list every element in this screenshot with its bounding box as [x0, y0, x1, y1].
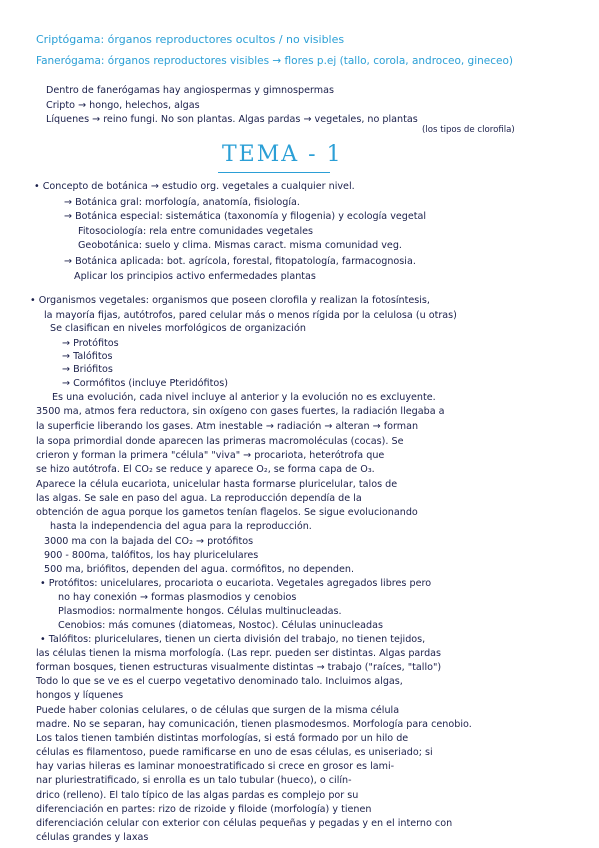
note-line: 500 ma, briófitos, dependen del agua. cormófitos, no dependen.	[44, 564, 355, 575]
criptogama-line	[36, 34, 344, 46]
note-line: → Briófitos	[62, 364, 113, 375]
note-line: la mayoría fijas, autótrofos, pared celular más o menos rígida por la celulosa (u otras)	[44, 310, 457, 321]
fanerogama-line	[36, 55, 513, 67]
page-title: TEMA - 1	[222, 142, 343, 167]
note-line: células grandes y laxas	[36, 832, 149, 843]
note-line: 900 - 800ma, talófitos, los hay pluricelulares	[44, 550, 259, 561]
criptogama-text: Criptógama: órganos reproductores ocultos / no visibles	[36, 33, 345, 46]
note-line: hasta la independencia del agua para la reproducción.	[50, 521, 312, 532]
fanerogama-text: Fanerógama: órganos reproductores visibles → flores p.ej (tallo, corola, androceo, gineceo)	[36, 55, 514, 67]
note-line: no hay conexión → formas plasmodios y cenobios	[58, 592, 297, 603]
note-line: la sopa primordial donde aparecen las primeras macromoléculas (cocas). Se	[36, 436, 404, 447]
note-line: Geobotánica: suelo y clima. Mismas caract. misma comunidad veg.	[78, 240, 402, 251]
note-line: Cenobios: más comunes (diatomeas, Nostoc). Células uninucleadas	[58, 620, 383, 631]
intro-line-4: (los tipos de clorofila)	[422, 125, 515, 135]
note-line: la superficie liberando los gases. Atm inestable → radiación → alteran → forman	[36, 421, 419, 432]
note-line: Es una evolución, cada nivel incluye al anterior y la evolución no es excluyente.	[52, 392, 436, 403]
note-line: madre. No se separan, hay comunicación, tienen plasmodesmos. Morfología para cenobio.	[36, 719, 472, 730]
note-line: 3500 ma, atmos fera reductora, sin oxígeno con gases fuertes, la radiación llegaba a	[36, 406, 445, 417]
note-line: diferenciación en partes: rizo de rizoide y filoide (morfología) y tienen	[36, 804, 372, 815]
note-line: las algas. Se sale en paso del agua. La reproducción dependía de la	[36, 493, 362, 504]
note-line: células es filamentoso, puede ramificarse en uno de esas células, es uniseriado; si	[36, 747, 433, 758]
intro-line-1: Dentro de fanerógamas hay angiospermas y gimnospermas	[46, 85, 334, 96]
note-line: • Protófitos: unicelulares, procariota o eucariota. Vegetales agregados libres pero	[40, 578, 432, 589]
note-line: Fitosociología: rela entre comunidades vegetales	[78, 226, 314, 237]
note-line: forman bosques, tienen estructuras visualmente distintas → trabajo ("raíces, "tallo")	[36, 662, 442, 673]
note-line: Todo lo que se ve es el cuerpo vegetativo denominado talo. Incluimos algas,	[36, 676, 403, 687]
note-line: crieron y forman la primera "célula" "viva" → procariota, heterótrofa que	[36, 450, 385, 461]
note-line: hay varias hileras es laminar monoestratificado si crece en grosor es lami-	[36, 761, 395, 772]
note-line: → Talófitos	[62, 351, 113, 362]
note-line: → Cormófitos (incluye Pteridófitos)	[62, 378, 228, 389]
note-line: → Botánica especial: sistemática (taxonomía y filogenia) y ecología vegetal	[64, 211, 427, 222]
note-line: Los talos tienen también distintas morfologías, si está formado por un hilo de	[36, 733, 409, 744]
note-line: diferenciación celular con exterior con células pequeñas y pegadas y en el interno con	[36, 818, 453, 829]
title-underline	[218, 172, 330, 173]
note-line: Aparece la célula eucariota, unicelular hasta formarse pluricelular, talos de	[36, 479, 398, 490]
note-line: Puede haber colonias celulares, o de células que surgen de la misma célula	[36, 705, 400, 716]
note-line: drico (relleno). El talo típico de las algas pardas es complejo por su	[36, 790, 359, 801]
note-line: se hizo autótrofa. El CO₂ se reduce y aparece O₂, se forma capa de O₃.	[36, 464, 375, 475]
note-line: • Concepto de botánica → estudio org. vegetales a cualquier nivel.	[34, 181, 355, 192]
note-line: • Organismos vegetales: organismos que poseen clorofila y realizan la fotosíntesis,	[30, 295, 430, 306]
intro-line-3: Líquenes → reino fungi. No son plantas. Algas pardas → vegetales, no plantas	[46, 114, 418, 125]
note-line: → Protófitos	[62, 338, 119, 349]
note-line: Se clasifican en niveles morfológicos de organización	[50, 323, 306, 334]
intro-line-2: Cripto → hongo, helechos, algas	[46, 100, 200, 111]
note-line: → Botánica aplicada: bot. agrícola, forestal, fitopatología, farmacognosia.	[64, 256, 416, 267]
note-line: hongos y líquenes	[36, 690, 124, 701]
note-line: las células tienen la misma morfología. (Las repr. pueden ser distintas. Algas pardas	[36, 648, 442, 659]
note-line: • Talófitos: pluricelulares, tienen un cierta división del trabajo, no tienen tejidos,	[40, 634, 426, 645]
note-line: nar pluriestratificado, si enrolla es un talo tubular (hueco), o cilín-	[36, 775, 352, 786]
note-line: → Botánica gral: morfología, anatomía, fisiología.	[64, 197, 300, 208]
note-line: obtención de agua porque los gametos tenían flagelos. Se sigue evolucionando	[36, 507, 418, 518]
note-line: Plasmodios: normalmente hongos. Células multinucleadas.	[58, 606, 342, 617]
note-line: Aplicar los principios activo enfermedades plantas	[74, 271, 316, 282]
note-line: 3000 ma con la bajada del CO₂ → protófitos	[44, 536, 254, 547]
